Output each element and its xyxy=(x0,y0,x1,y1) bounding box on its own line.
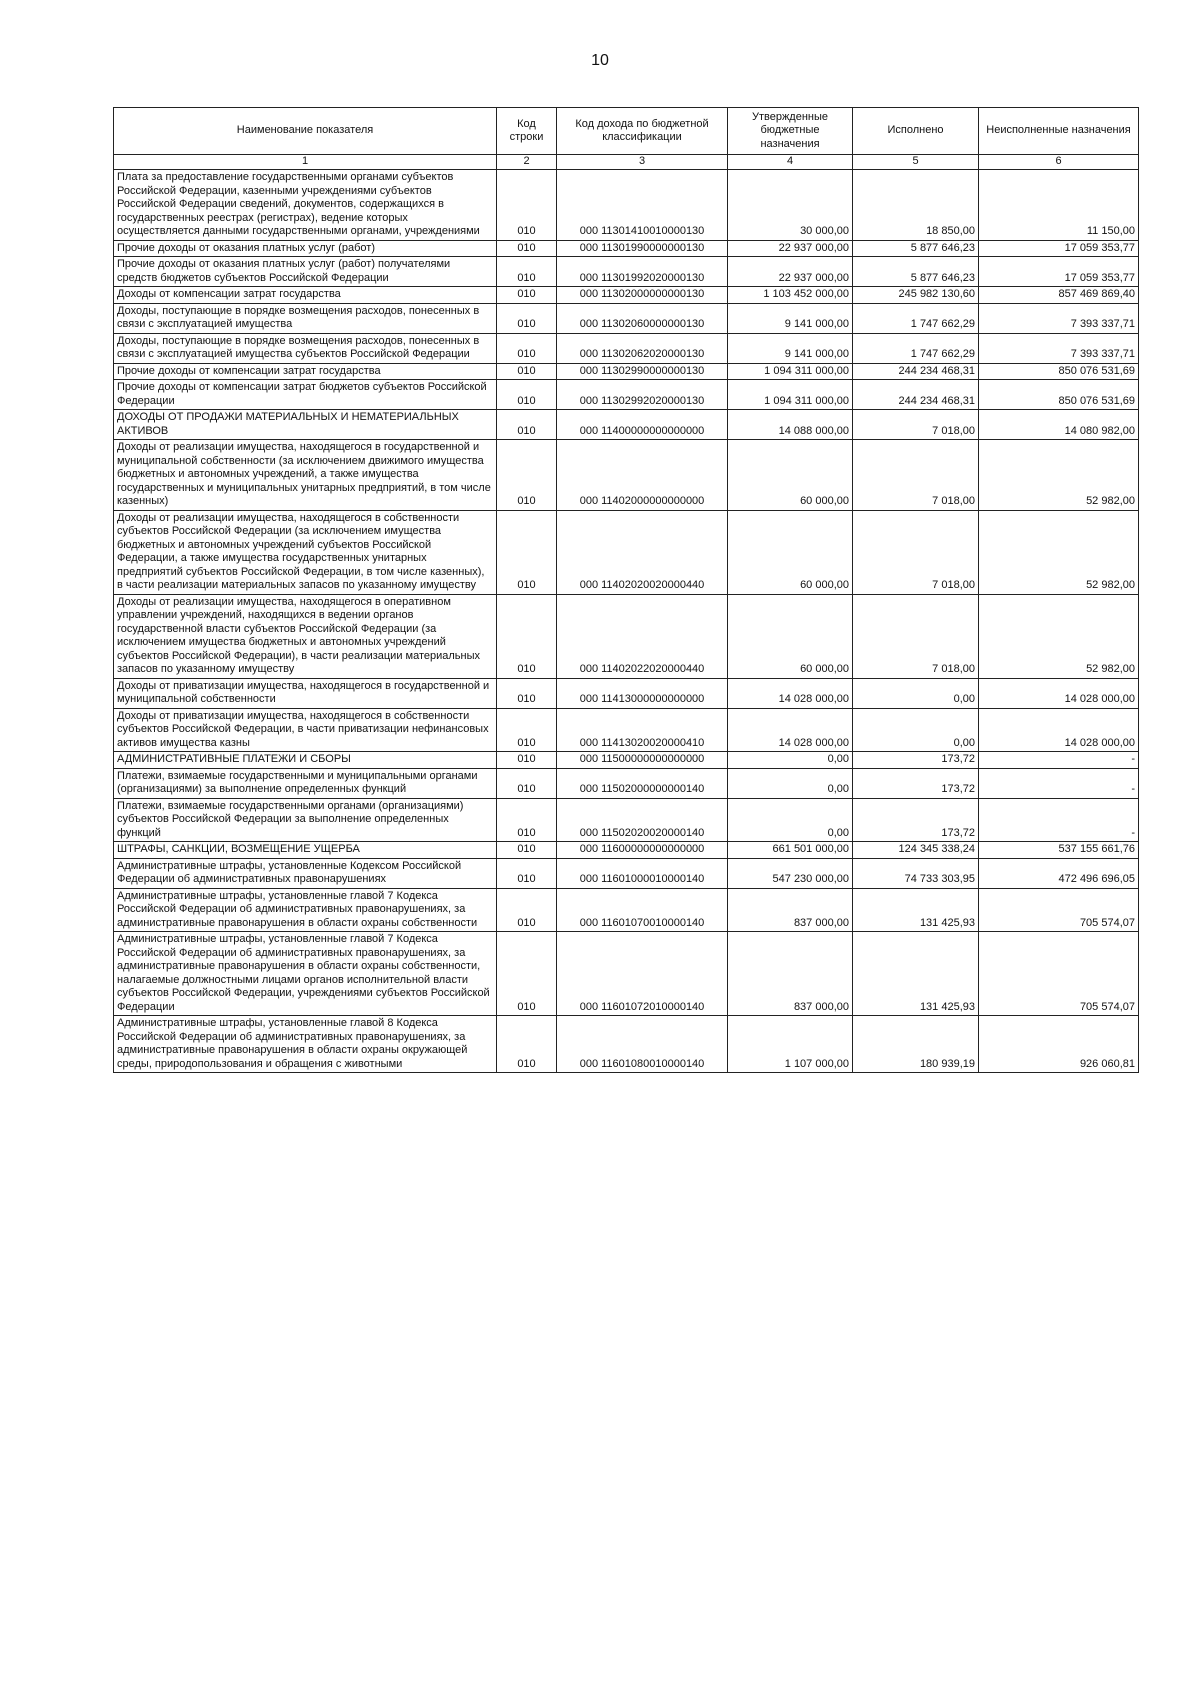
income-code-cell: 000 11302000000000130 xyxy=(557,287,728,304)
table-row xyxy=(114,768,1139,798)
table-header-row xyxy=(114,108,1139,155)
table-row xyxy=(114,440,1139,511)
line-code-cell: 010 xyxy=(497,594,557,678)
table-row xyxy=(114,257,1139,287)
unexecuted-amount-cell: 52 982,00 xyxy=(979,510,1139,594)
executed-amount-cell: 7 018,00 xyxy=(853,410,979,440)
indicator-name-cell: Прочие доходы от оказания платных услуг (работ) xyxy=(114,240,497,257)
executed-amount-cell: 7 018,00 xyxy=(853,440,979,511)
revenue-execution-table xyxy=(113,107,1139,1073)
executed-amount-cell: 1 747 662,29 xyxy=(853,333,979,363)
indicator-name-cell: Прочие доходы от компенсации затрат бюджетов субъектов Российской Федерации xyxy=(114,380,497,410)
unexecuted-amount-cell: 705 574,07 xyxy=(979,932,1139,1016)
indicator-name-cell: Административные штрафы, установленные Кодексом Российской Федерации об административных правонарушениях xyxy=(114,858,497,888)
line-code-cell: 010 xyxy=(497,768,557,798)
income-code-cell: 000 11301410010000130 xyxy=(557,170,728,241)
executed-amount-cell: 1 747 662,29 xyxy=(853,303,979,333)
line-code-cell: 010 xyxy=(497,363,557,380)
indicator-name-cell: Прочие доходы от оказания платных услуг (работ) получателями средств бюджетов субъектов Российской Федерации xyxy=(114,257,497,287)
income-code-cell: 000 11402020020000440 xyxy=(557,510,728,594)
unexecuted-amount-cell: 14 028 000,00 xyxy=(979,678,1139,708)
table-row xyxy=(114,333,1139,363)
table-row xyxy=(114,287,1139,304)
income-code-cell: 000 11600000000000000 xyxy=(557,842,728,859)
indicator-name-cell: Доходы от компенсации затрат государства xyxy=(114,287,497,304)
income-code-cell: 000 11301990000000130 xyxy=(557,240,728,257)
header-unexecuted: Неисполненные назначения xyxy=(979,108,1139,155)
indicator-name-cell: Административные штрафы, установленные главой 7 Кодекса Российской Федерации об административных правонарушениях, за административные правонарушения в области охраны собственности, налагаемые должностными лицами органов исполнительной власти субъектов Российской Федерации, учреждениями субъектов Российской Федерации xyxy=(114,932,497,1016)
header-income-code: Код дохода по бюджетной классификации xyxy=(557,108,728,155)
executed-amount-cell: 5 877 646,23 xyxy=(853,257,979,287)
income-code-cell: 000 11402022020000440 xyxy=(557,594,728,678)
unexecuted-amount-cell: 52 982,00 xyxy=(979,594,1139,678)
unexecuted-amount-cell: 926 060,81 xyxy=(979,1016,1139,1073)
unexecuted-amount-cell: 705 574,07 xyxy=(979,888,1139,932)
income-code-cell: 000 11301992020000130 xyxy=(557,257,728,287)
approved-amount-cell: 14 028 000,00 xyxy=(728,708,853,752)
line-code-cell: 010 xyxy=(497,303,557,333)
table-row xyxy=(114,240,1139,257)
line-code-cell: 010 xyxy=(497,708,557,752)
executed-amount-cell: 0,00 xyxy=(853,708,979,752)
unexecuted-amount-cell: 537 155 661,76 xyxy=(979,842,1139,859)
executed-amount-cell: 173,72 xyxy=(853,798,979,842)
indicator-name-cell: Доходы от реализации имущества, находящегося в государственной и муниципальной собственности (за исключением движимого имущества бюджетных и автономных учреждений, а также имущества государственных и муниципальных унитарных предприятий, в том числе казенных) xyxy=(114,440,497,511)
column-number: 1 xyxy=(114,155,497,170)
indicator-name-cell: Доходы от приватизации имущества, находящегося в государственной и муниципальной собственности xyxy=(114,678,497,708)
approved-amount-cell: 30 000,00 xyxy=(728,170,853,241)
table-row xyxy=(114,678,1139,708)
table-row xyxy=(114,380,1139,410)
approved-amount-cell: 60 000,00 xyxy=(728,440,853,511)
executed-amount-cell: 0,00 xyxy=(853,678,979,708)
unexecuted-amount-cell: - xyxy=(979,798,1139,842)
unexecuted-amount-cell: 17 059 353,77 xyxy=(979,240,1139,257)
table-row xyxy=(114,708,1139,752)
approved-amount-cell: 1 107 000,00 xyxy=(728,1016,853,1073)
indicator-name-cell: АДМИНИСТРАТИВНЫЕ ПЛАТЕЖИ И СБОРЫ xyxy=(114,752,497,769)
line-code-cell: 010 xyxy=(497,842,557,859)
executed-amount-cell: 74 733 303,95 xyxy=(853,858,979,888)
executed-amount-cell: 131 425,93 xyxy=(853,932,979,1016)
header-line-code: Код строки xyxy=(497,108,557,155)
line-code-cell: 010 xyxy=(497,170,557,241)
unexecuted-amount-cell: 14 080 982,00 xyxy=(979,410,1139,440)
table-row xyxy=(114,303,1139,333)
unexecuted-amount-cell: 17 059 353,77 xyxy=(979,257,1139,287)
income-code-cell: 000 11601000010000140 xyxy=(557,858,728,888)
income-code-cell: 000 11413000000000000 xyxy=(557,678,728,708)
approved-amount-cell: 60 000,00 xyxy=(728,594,853,678)
income-code-cell: 000 11601072010000140 xyxy=(557,932,728,1016)
unexecuted-amount-cell: - xyxy=(979,768,1139,798)
table-row xyxy=(114,1016,1139,1073)
table-row xyxy=(114,752,1139,769)
page-number: 10 xyxy=(591,52,609,69)
line-code-cell: 010 xyxy=(497,333,557,363)
approved-amount-cell: 547 230 000,00 xyxy=(728,858,853,888)
line-code-cell: 010 xyxy=(497,410,557,440)
income-code-cell: 000 11400000000000000 xyxy=(557,410,728,440)
income-code-cell: 000 11302990000000130 xyxy=(557,363,728,380)
unexecuted-amount-cell: 11 150,00 xyxy=(979,170,1139,241)
approved-amount-cell: 14 088 000,00 xyxy=(728,410,853,440)
indicator-name-cell: ШТРАФЫ, САНКЦИИ, ВОЗМЕЩЕНИЕ УЩЕРБА xyxy=(114,842,497,859)
line-code-cell: 010 xyxy=(497,752,557,769)
indicator-name-cell: Доходы, поступающие в порядке возмещения расходов, понесенных в связи с эксплуатацией имущества субъектов Российской Федерации xyxy=(114,333,497,363)
column-number: 4 xyxy=(728,155,853,170)
approved-amount-cell: 0,00 xyxy=(728,768,853,798)
approved-amount-cell: 837 000,00 xyxy=(728,932,853,1016)
executed-amount-cell: 7 018,00 xyxy=(853,510,979,594)
executed-amount-cell: 244 234 468,31 xyxy=(853,363,979,380)
line-code-cell: 010 xyxy=(497,510,557,594)
unexecuted-amount-cell: - xyxy=(979,752,1139,769)
table-row xyxy=(114,842,1139,859)
executed-amount-cell: 244 234 468,31 xyxy=(853,380,979,410)
indicator-name-cell: Платежи, взимаемые государственными и муниципальными органами (организациями) за выполнение определенных функций xyxy=(114,768,497,798)
table-row xyxy=(114,410,1139,440)
executed-amount-cell: 245 982 130,60 xyxy=(853,287,979,304)
income-code-cell: 000 11413020020000410 xyxy=(557,708,728,752)
executed-amount-cell: 173,72 xyxy=(853,768,979,798)
line-code-cell: 010 xyxy=(497,678,557,708)
approved-amount-cell: 22 937 000,00 xyxy=(728,257,853,287)
approved-amount-cell: 60 000,00 xyxy=(728,510,853,594)
line-code-cell: 010 xyxy=(497,440,557,511)
column-number: 5 xyxy=(853,155,979,170)
header-approved: Утвержденные бюджетные назначения xyxy=(728,108,853,155)
indicator-name-cell: Административные штрафы, установленные главой 8 Кодекса Российской Федерации об административных правонарушениях, за административные правонарушения в области охраны окружающей среды, природопользования и обращения с животными xyxy=(114,1016,497,1073)
unexecuted-amount-cell: 7 393 337,71 xyxy=(979,303,1139,333)
table-row xyxy=(114,932,1139,1016)
line-code-cell: 010 xyxy=(497,257,557,287)
executed-amount-cell: 173,72 xyxy=(853,752,979,769)
table-row xyxy=(114,594,1139,678)
approved-amount-cell: 661 501 000,00 xyxy=(728,842,853,859)
column-number-row xyxy=(114,155,1139,170)
indicator-name-cell: Доходы, поступающие в порядке возмещения расходов, понесенных в связи с эксплуатацией имущества xyxy=(114,303,497,333)
column-number: 3 xyxy=(557,155,728,170)
table-row xyxy=(114,170,1139,241)
executed-amount-cell: 124 345 338,24 xyxy=(853,842,979,859)
unexecuted-amount-cell: 850 076 531,69 xyxy=(979,363,1139,380)
income-code-cell: 000 11502020020000140 xyxy=(557,798,728,842)
unexecuted-amount-cell: 472 496 696,05 xyxy=(979,858,1139,888)
income-code-cell: 000 11502000000000140 xyxy=(557,768,728,798)
indicator-name-cell: ДОХОДЫ ОТ ПРОДАЖИ МАТЕРИАЛЬНЫХ И НЕМАТЕРИАЛЬНЫХ АКТИВОВ xyxy=(114,410,497,440)
column-number: 2 xyxy=(497,155,557,170)
unexecuted-amount-cell: 850 076 531,69 xyxy=(979,380,1139,410)
table-row xyxy=(114,888,1139,932)
line-code-cell: 010 xyxy=(497,858,557,888)
indicator-name-cell: Административные штрафы, установленные главой 7 Кодекса Российской Федерации об административных правонарушениях, за административные правонарушения в области охраны собственности xyxy=(114,888,497,932)
indicator-name-cell: Прочие доходы от компенсации затрат государства xyxy=(114,363,497,380)
income-code-cell: 000 11601080010000140 xyxy=(557,1016,728,1073)
unexecuted-amount-cell: 7 393 337,71 xyxy=(979,333,1139,363)
approved-amount-cell: 14 028 000,00 xyxy=(728,678,853,708)
table-row xyxy=(114,798,1139,842)
approved-amount-cell: 1 103 452 000,00 xyxy=(728,287,853,304)
line-code-cell: 010 xyxy=(497,287,557,304)
table-row xyxy=(114,510,1139,594)
unexecuted-amount-cell: 52 982,00 xyxy=(979,440,1139,511)
line-code-cell: 010 xyxy=(497,888,557,932)
line-code-cell: 010 xyxy=(497,932,557,1016)
approved-amount-cell: 9 141 000,00 xyxy=(728,333,853,363)
income-code-cell: 000 11302062020000130 xyxy=(557,333,728,363)
line-code-cell: 010 xyxy=(497,380,557,410)
income-code-cell: 000 11500000000000000 xyxy=(557,752,728,769)
indicator-name-cell: Платежи, взимаемые государственными органами (организациями) субъектов Российской Федерации за выполнение определенных функций xyxy=(114,798,497,842)
income-code-cell: 000 11402000000000000 xyxy=(557,440,728,511)
executed-amount-cell: 180 939,19 xyxy=(853,1016,979,1073)
executed-amount-cell: 18 850,00 xyxy=(853,170,979,241)
indicator-name-cell: Плата за предоставление государственными органами субъектов Российской Федерации, казенными учреждениями субъектов Российской Федерации сведений, документов, содержащихся в государственных реестрах (регистрах), ведение которых осуществляется данными государственными органами, учреждениями xyxy=(114,170,497,241)
unexecuted-amount-cell: 14 028 000,00 xyxy=(979,708,1139,752)
approved-amount-cell: 1 094 311 000,00 xyxy=(728,380,853,410)
indicator-name-cell: Доходы от реализации имущества, находящегося в собственности субъектов Российской Федерации (за исключением имущества бюджетных и автономных учреждений субъектов Российской Федерации, а также имущества государственных унитарных предприятий субъектов Российской Федерации, в том числе казенных), в части реализации материальных запасов по указанному имуществу xyxy=(114,510,497,594)
approved-amount-cell: 1 094 311 000,00 xyxy=(728,363,853,380)
executed-amount-cell: 5 877 646,23 xyxy=(853,240,979,257)
approved-amount-cell: 837 000,00 xyxy=(728,888,853,932)
header-indicator-name: Наименование показателя xyxy=(114,108,497,155)
column-number: 6 xyxy=(979,155,1139,170)
line-code-cell: 010 xyxy=(497,1016,557,1073)
approved-amount-cell: 9 141 000,00 xyxy=(728,303,853,333)
executed-amount-cell: 7 018,00 xyxy=(853,594,979,678)
unexecuted-amount-cell: 857 469 869,40 xyxy=(979,287,1139,304)
line-code-cell: 010 xyxy=(497,240,557,257)
approved-amount-cell: 22 937 000,00 xyxy=(728,240,853,257)
table-body xyxy=(114,170,1139,1073)
table-row xyxy=(114,363,1139,380)
approved-amount-cell: 0,00 xyxy=(728,798,853,842)
income-code-cell: 000 11601070010000140 xyxy=(557,888,728,932)
approved-amount-cell: 0,00 xyxy=(728,752,853,769)
header-executed: Исполнено xyxy=(853,108,979,155)
income-code-cell: 000 11302992020000130 xyxy=(557,380,728,410)
indicator-name-cell: Доходы от приватизации имущества, находящегося в собственности субъектов Российской Федерации, в части приватизации нефинансовых активов имущества казны xyxy=(114,708,497,752)
income-code-cell: 000 11302060000000130 xyxy=(557,303,728,333)
line-code-cell: 010 xyxy=(497,798,557,842)
table-row xyxy=(114,858,1139,888)
executed-amount-cell: 131 425,93 xyxy=(853,888,979,932)
indicator-name-cell: Доходы от реализации имущества, находящегося в оперативном управлении учреждений, находящихся в ведении органов государственной власти субъектов Российской Федерации (за исключением имущества бюджетных и автономных учреждений субъектов Российской Федерации), в части реализации материальных запасов по указанному имуществу xyxy=(114,594,497,678)
